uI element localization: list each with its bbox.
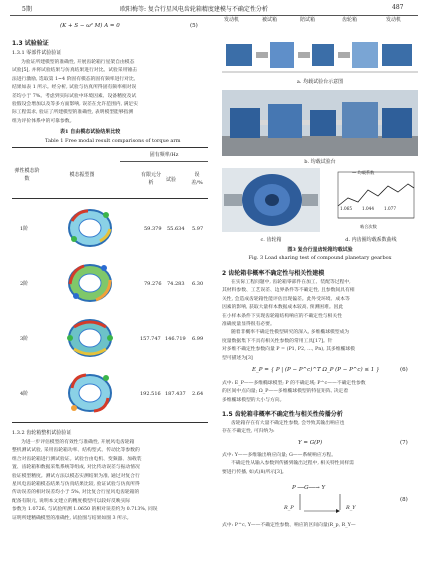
label-motor-right: 发动机 bbox=[386, 17, 402, 23]
mode-shape-4-image bbox=[64, 368, 116, 418]
chart-value-2: 1.044 bbox=[362, 206, 374, 211]
table-row-2-error: 6.30 bbox=[192, 281, 204, 287]
table-header-shape: 模态振型图 bbox=[69, 172, 95, 178]
table-row-2-test: 74.283 bbox=[167, 281, 185, 287]
table-row-1-sim: 59.379 bbox=[144, 226, 162, 232]
equation-5: (K + S − ω² M) A = 0 bbox=[60, 23, 120, 29]
paragraph-eq6-symbols: 式中: E_P——多维椭球模型; P 的不确定域; P^c——不确定性参数 的区间中点向量; Ω_P——多维椭球模型的特征矩阵, 决定着 多维椭球模型的大小与方向。 bbox=[222, 381, 366, 403]
test-bench-photo bbox=[222, 90, 418, 156]
test-bench-schematic bbox=[222, 24, 418, 86]
chart-value-1: 1.065 bbox=[340, 206, 352, 211]
equation-8-right: R_Y bbox=[346, 505, 356, 511]
equation-6: E_P = { P | (P − P^c)^T Ω_P (P − P^c) ≤ 1 } bbox=[252, 367, 380, 373]
table-header-test: 试验 bbox=[166, 177, 177, 183]
table-row-1-order: 1阶 bbox=[20, 226, 29, 232]
table-caption-en: Table 1 Free modal result comparisons of torque arm bbox=[45, 138, 181, 144]
equation-6-number: (6) bbox=[400, 367, 408, 373]
paragraph-eq8-symbols: 式中: P^c, Y——不确定性参数、响应的区间向量(R_p, R_Y— bbox=[222, 523, 356, 528]
section-1-3-2-title: 1.3.2 齿轮箱整机试验验证 bbox=[12, 430, 72, 436]
paragraph-component-test: 为验证所建模型的准确性, 开展齿轮箱行星架自由模态 试验[5], 并将试验结果与仿真结果进行对比。试验采用锤击 法进行激励, 选取第 1~4 阶固有模态的固有频率进行对比, 结果如表 1 所示。经分析, 试验与仿真所得固有频率相对误 差均小于 7%。考虑到实际试验中环境因素、设备精度及试 验假设会增加以及等多方面影响, 误差在允许范围内, 满足实 际工程需求, 验证了所建模型的准确性, 表明模型能够指测 组为评价体系中的可靠参数。 bbox=[12, 60, 139, 124]
table-row-2-order: 2阶 bbox=[20, 281, 29, 287]
figure-3a-caption: a. 均载试验台示意图 bbox=[296, 79, 344, 85]
figure-3b-caption: b. 均载试验台 bbox=[304, 159, 336, 165]
label-motor-left: 发动机 bbox=[224, 17, 240, 23]
figure-3d-caption: d. 内齿圈均载系数曲线 bbox=[345, 237, 397, 243]
section-1-3-title: 1.3 试验验证 bbox=[12, 40, 49, 47]
label-gearbox: 齿轮箱 bbox=[342, 17, 358, 23]
figure-3-caption: 图3 复合行星齿轮箱均载试验 bbox=[287, 247, 353, 253]
table-header-sim: 有限元分析 bbox=[140, 172, 161, 186]
table-row-3-test: 146.719 bbox=[165, 336, 186, 342]
table-row-3-error: 6.99 bbox=[192, 336, 204, 342]
equation-5-number: (5) bbox=[190, 23, 198, 29]
equation-8-top: P ──G──→ Y bbox=[292, 485, 326, 491]
table-row-1-test: 55.634 bbox=[167, 226, 185, 232]
figure-3-caption-en: Fig. 3 Load sharing test of compound planetary gearbox bbox=[248, 255, 392, 261]
label-accompany-box: 陪试箱 bbox=[300, 17, 316, 23]
table-header-rule bbox=[12, 198, 208, 199]
table-row-3-sim: 157.747 bbox=[140, 336, 161, 342]
mode-shape-1-image bbox=[64, 203, 116, 253]
chart-legend: — 均载系数 bbox=[352, 170, 375, 175]
table-header-group: 固有频率/Hz bbox=[149, 152, 179, 158]
mode-shape-2-image bbox=[64, 258, 116, 308]
table-row-3-order: 3阶 bbox=[20, 336, 29, 342]
label-test-box: 被试箱 bbox=[262, 17, 278, 23]
table-bottom-rule bbox=[12, 422, 208, 423]
mode-shape-3-image bbox=[64, 313, 116, 363]
equation-8-number: (8) bbox=[400, 497, 408, 503]
paragraph-uncertainty-model: 在实际工程问题中, 齿轮箱零部件在加工、装配等过程中, 其材料参数、工艺误差、边界条件等不确定性, 且参数间具有相 关性, 会造成齿轮箱性能评估出现偏差。此外受环境、成本等 因素的影响, 获取大量样本数据成本较高, 预测困难。因此 在小样本条件下实现齿轮箱结构响应的不确定性与相关性 准确度量显得很有必要。 随着非概率不确定性模型研究的深入, 多维椭球模型成为 度量数据集下不具有相关性参数的常用工具[17]。针 对多维不确定性参数向量 P = (P1, P2, …, Pn), 其多维椭球模 型可描述为[3] bbox=[222, 280, 355, 361]
figure-3c-caption: c. 齿轮箱 bbox=[260, 237, 282, 243]
load-sharing-chart bbox=[324, 168, 418, 232]
equation-7: Y = G(P) bbox=[298, 440, 323, 446]
paragraph-propagation: 齿轮箱存在有大量不确定性参数, 会导致其输出响应也 存在不确定性, 可归纳为: bbox=[222, 421, 345, 435]
table-row-1-error: 5.97 bbox=[192, 226, 204, 232]
chart-value-3: 1.077 bbox=[384, 206, 396, 211]
page-header-left: 5期 bbox=[22, 6, 32, 13]
paragraph-eq7-symbols: 式中: Y——多维输出响应向量; G——系统响应方程。 不确定性从输入参数到传播到输出过程中, 相关特性同样需 要进行传播, 如式(8)所示[3]。 bbox=[222, 453, 354, 475]
page-header-title: 欧阳梅等: 复合行星风电齿轮箱精度建模与不确定性分析 bbox=[120, 6, 268, 13]
table-caption: 表1 自由模态试验结果比较 bbox=[60, 129, 121, 135]
chart-xlabel: 啮合次数 bbox=[360, 224, 377, 229]
table-row-4-sim: 192.516 bbox=[140, 391, 161, 397]
equation-8-arrows bbox=[296, 492, 346, 514]
table-row-4-error: 2.64 bbox=[192, 391, 204, 397]
table-top-rule bbox=[12, 147, 208, 148]
table-row-2-sim: 79.276 bbox=[144, 281, 162, 287]
equation-7-number: (7) bbox=[400, 440, 408, 446]
table-row-4-test: 187.437 bbox=[165, 391, 186, 397]
table-header-subrule bbox=[120, 161, 208, 162]
paragraph-gearbox-test: 为进一步评估模型的有效性与准确性, 开展风电齿轮箱 整机测试试验, 采用齿轮箱功率、结构型式、传动比等参数的 组合对齿轮箱进行测试验证。试验台由电机、变频器、加载装 置、齿轮箱和数据采集系统等组成, 对比传动误差与振动情况 验证模型精度。测试方法以模态实测结果为准, 通过对复合行 星风电齿轮箱模态结果与仿真结果比较, 验证试验与仿真所得 传动误差的相对误差均小于 5%, 对比复合行星风电齿轮箱的 配备有限元, 说明本文建立的精度模型可以较好反映实际 参数为 1.0726, 与试验所测 1.0650 的相对误差约为 0.713%, 同误 证明所建精确模型的准确性, 试验图与结果如图 3 所示。 bbox=[12, 440, 158, 521]
table-row-4-order: 4阶 bbox=[20, 391, 29, 397]
equation-8-left: R_P bbox=[284, 505, 294, 511]
section-1-5-title: 1.5 齿轮箱非概率不确定性与相关性传播分析 bbox=[222, 411, 343, 418]
gearbox-photo bbox=[222, 168, 320, 232]
table-header-error: 误差/% bbox=[191, 172, 203, 186]
table-header-order: 弹性模态阶数 bbox=[14, 168, 40, 182]
section-2-title: 2 齿轮箱非概率不确定性与相关性建模 bbox=[222, 270, 325, 277]
page-number: 487 bbox=[392, 4, 404, 11]
section-1-3-1-title: 1.3.1 零部件试验验证 bbox=[12, 50, 62, 56]
